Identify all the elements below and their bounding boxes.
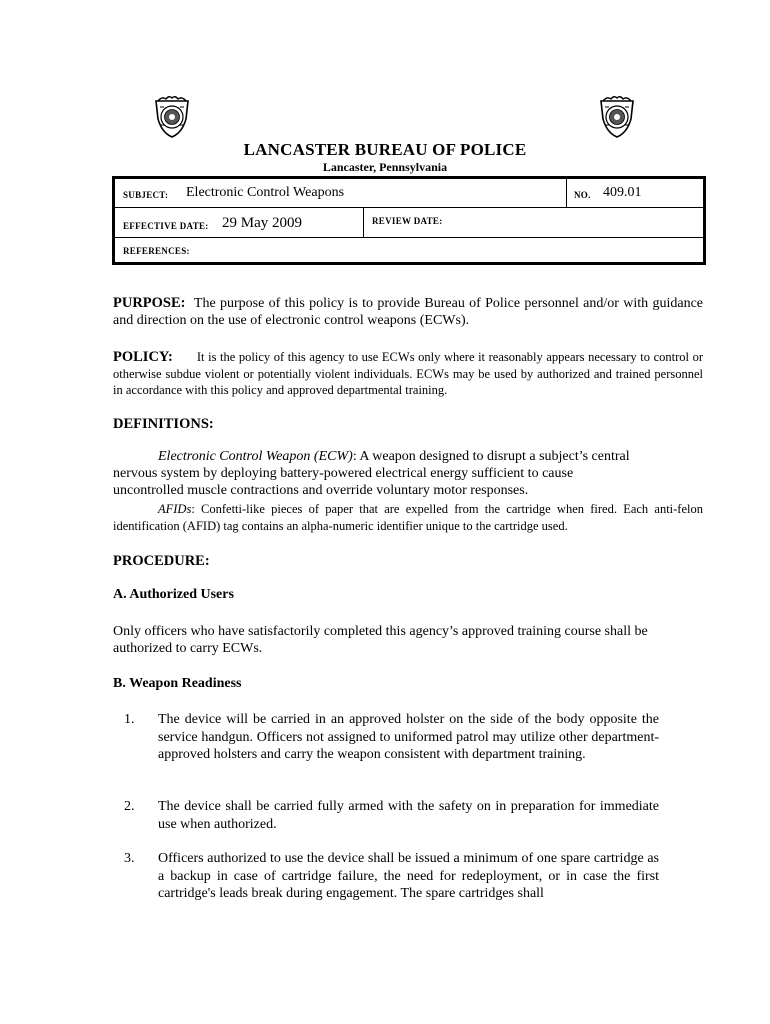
divider bbox=[566, 179, 567, 207]
agency-location: Lancaster, Pennsylvania bbox=[322, 160, 448, 174]
list-item-text: The device shall be carried fully armed with the safety on in preparation for immediate use when authorized. bbox=[158, 799, 659, 832]
police-seal-left bbox=[152, 95, 192, 139]
section-a-heading: A. Authorized Users bbox=[113, 587, 234, 602]
number-value: 409.01 bbox=[603, 185, 642, 200]
dates-row bbox=[115, 208, 703, 238]
divider bbox=[363, 208, 364, 237]
purpose-text: The purpose of this policy is to provide Bureau of Police personnel and/or with guidance and direction on the use of electronic control weapons (ECWs). bbox=[113, 296, 703, 328]
number-label: NO. bbox=[574, 190, 591, 200]
policy-label: POLICY: bbox=[113, 349, 173, 365]
effective-date-value: 29 May 2009 bbox=[222, 215, 302, 231]
purpose-paragraph bbox=[113, 295, 703, 329]
subject-row bbox=[115, 179, 703, 208]
afid-term: AFIDs bbox=[158, 502, 192, 516]
list-item-number: 3. bbox=[124, 851, 135, 866]
policy-header-table bbox=[112, 176, 706, 265]
procedure-heading: PROCEDURE: bbox=[113, 553, 210, 569]
ecw-term: Electronic Control Weapon (ECW) bbox=[158, 449, 353, 464]
afid-text: : Confetti-like pieces of paper that are expelled from the cartridge when fired. Each anti-felon identification (AFID) tag contains an alpha-numeric identifier unique to the cartridge used. bbox=[113, 502, 703, 533]
policy-paragraph bbox=[113, 349, 703, 399]
references-label: REFERENCES: bbox=[123, 246, 190, 256]
agency-title: LANCASTER BUREAU OF POLICE bbox=[243, 140, 527, 159]
list-item bbox=[124, 798, 659, 833]
list-item-text: Officers authorized to use the device shall be issued a minimum of one spare cartridge as a backup in case of cartridge failure, the need for redeployment, or in case the first cartridge's leads break during engagement. The spare cartridges shall bbox=[158, 851, 659, 901]
definition-ecw bbox=[113, 448, 643, 499]
list-item-text: The device will be carried in an approved holster on the side of the body opposite the service handgun. Officers not assigned to uniformed patrol may utilize other department-approved holsters and carry the weapon consistent with department training. bbox=[158, 712, 659, 762]
references-row bbox=[115, 238, 703, 262]
subject-label: SUBJECT: bbox=[123, 190, 169, 200]
policy-text: It is the policy of this agency to use ECWs only where it reasonably appears necessary to control or otherwise subdue violent or potentially violent individuals. ECWs may be used by authorized and trained personnel in accordance with this policy and approved departmental training. bbox=[113, 350, 703, 397]
purpose-label: PURPOSE: bbox=[113, 295, 186, 311]
subject-value: Electronic Control Weapons bbox=[186, 185, 345, 200]
effective-date-label: EFFECTIVE DATE: bbox=[123, 221, 209, 231]
definitions-heading: DEFINITIONS: bbox=[113, 416, 214, 432]
review-date-label: REVIEW DATE: bbox=[372, 216, 443, 226]
list-item-number: 2. bbox=[124, 799, 135, 814]
section-b-heading: B. Weapon Readiness bbox=[113, 676, 242, 691]
section-a-text: Only officers who have satisfactorily completed this agency’s approved training course shall be authorized to carry ECWs. bbox=[113, 624, 648, 656]
list-item bbox=[124, 711, 659, 764]
police-seal-right bbox=[597, 95, 637, 139]
list-item-number: 1. bbox=[124, 712, 135, 727]
list-item bbox=[124, 850, 659, 903]
ecw-text: : A weapon designed to disrupt a subject’s central nervous system by deploying battery-powered electrical energy sufficient to cause uncontrolled muscle contractions and override voluntary motor responses. bbox=[113, 449, 630, 498]
definition-afid bbox=[113, 501, 703, 534]
